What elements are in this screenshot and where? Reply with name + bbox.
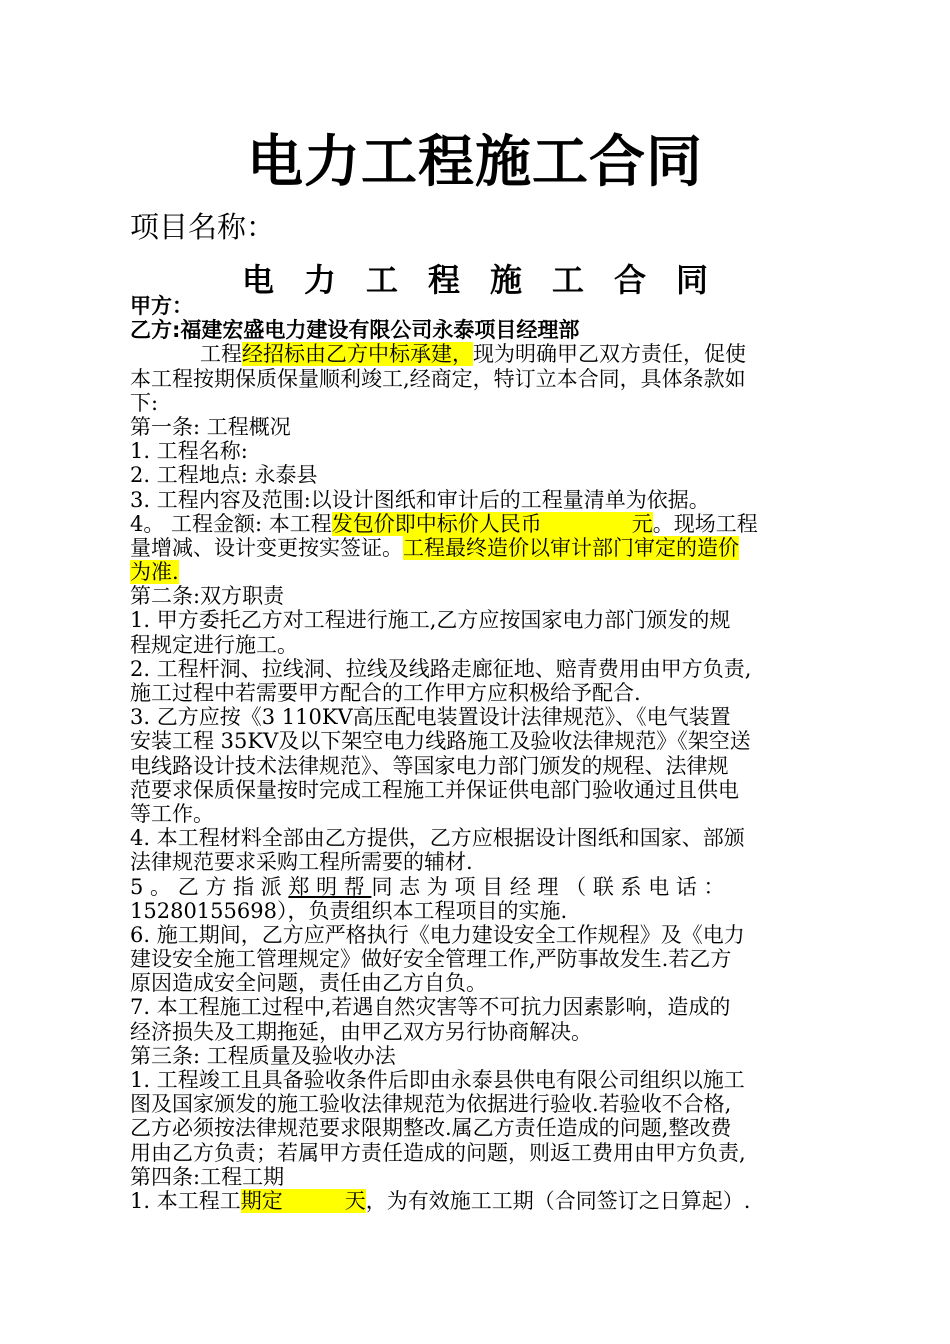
article-2-line: 范要求保质保量按时完成工程施工并保证供电部门验收通过且供电 [130, 777, 739, 802]
article-2-line: 6. 施工期间，乙方应严格执行《电力建设安全工作规程》及《电力 [130, 922, 745, 947]
article-2-line: 1. 甲方委托乙方对工程进行施工,乙方应按国家电力部门颁发的规 [130, 608, 731, 633]
article-1-item-4-line-3 [130, 560, 840, 584]
article-4-item-1: 1. 本工程工期定 天，为有效施工工期（合同签订之日算起）. [130, 1188, 751, 1213]
article-2-heading: 第二条:双方职责 [130, 584, 285, 609]
highlight-final-cost-end: 为准. [130, 560, 179, 585]
article-3-line: 1. 工程竣工且具备验收条件后即由永泰县供电有限公司组织以施工 [130, 1068, 745, 1092]
party-a: 甲方： [130, 294, 193, 318]
article-1-item-1: 1. 工程名称: [130, 439, 248, 464]
article-2-line: 法律规范要求采购工程所需要的辅材. [130, 850, 473, 875]
article-2-line: 经济损失及工期拖延，由甲乙双方另行协商解决。 [130, 1019, 592, 1044]
highlight-price: 发包价即中标价人民币 元 [331, 511, 653, 536]
contract-subtitle: 电力工程施工合同 [241, 261, 738, 299]
article-2-item-5-line-2: 15280155698），负责组织本工程项目的实施. [130, 898, 568, 923]
highlight-final-cost: 工程最终造价以审计部门审定的造价 [403, 535, 739, 560]
article-2-line: 建设安全施工管理规定》做好安全管理工作,严防事故发生.若乙方 [130, 947, 732, 972]
article-1-item-4: 4。 工程金额: 本工程发包价即中标价人民币 元。现场工程 [130, 511, 758, 536]
project-name-label: 项目名称： [130, 210, 276, 244]
article-2-line: 电线路设计技术法律规范》、等国家电力部门颁发的规程、法律规 [130, 753, 729, 778]
party-b: 乙方:福建宏盛电力建设有限公司永泰项目经理部 [130, 318, 580, 343]
highlight-tender: 经招标由乙方中标承建， [242, 342, 473, 367]
article-2-line: 3. 乙方应按《3 110KV高压配电装置设计法律规范》、《电气装置 [130, 705, 731, 730]
article-3-line: 乙方必须按法律规范要求限期整改.属乙方责任造成的问题,整改费 [130, 1116, 732, 1141]
article-2-line: 原因造成安全问题，责任由乙方自负。 [130, 971, 487, 996]
article-1-item-2: 2. 工程地点: 永泰县 [130, 463, 318, 488]
article-3-line: 图及国家颁发的施工验收法律规范为依据进行验收.若验收不合格, [130, 1092, 732, 1117]
article-3-line: 用由乙方负责；若属甲方责任造成的问题，则返工费用由甲方负责, [130, 1140, 746, 1165]
article-2-line: 等工作。 [130, 801, 214, 826]
article-2-line: 2. 工程杆洞、拉线洞、拉线及线路走廊征地、赔青费用由甲方负责, [130, 656, 752, 681]
article-1-item-3: 3. 工程内容及范围:以设计图纸和审计后的工程量清单为依据。 [130, 487, 710, 512]
article-2-line: 程规定进行施工。 [130, 632, 298, 657]
project-manager-name: 郑 明 帮 [288, 874, 372, 899]
article-2-line: 施工过程中若需要甲方配合的工作甲方应积极给予配合. [130, 681, 641, 705]
intro-line-1: 工程经招标由乙方中标承建，现为明确甲乙双方责任，促使 [200, 342, 746, 367]
article-2-line: 安装工程 35KV及以下架空电力线路施工及验收法律规范》《架空送 [130, 729, 751, 754]
article-4-heading: 第四条:工程工期 [130, 1164, 285, 1189]
article-1-heading: 第一条: 工程概况 [130, 414, 291, 439]
document-title: 电力工程施工合同 [247, 130, 703, 195]
highlight-duration: 期定 天 [240, 1188, 366, 1213]
article-2-line: 4. 本工程材料全部由乙方提供，乙方应根据设计图纸和国家、部颁 [130, 826, 745, 851]
article-2-line: 7. 本工程施工过程中,若遇自然灾害等不可抗力因素影响，造成的 [130, 995, 731, 1020]
intro-line-3: 下: [130, 390, 159, 415]
article-1-item-4-line-2: 量增减、设计变更按实签证。工程最终造价以审计部门审定的造价 [130, 535, 739, 560]
intro-line-2: 本工程按期保质保量顺利竣工,经商定，特订立本合同，具体条款如 [130, 366, 746, 391]
article-3-heading: 第三条: 工程质量及验收办法 [130, 1043, 396, 1068]
contract-body [130, 294, 840, 1213]
article-2-item-5: 5 。 乙 方 指 派 郑 明 帮 同 志 为 项 目 经 理 （ 联 系 电 话 ： [130, 874, 725, 899]
